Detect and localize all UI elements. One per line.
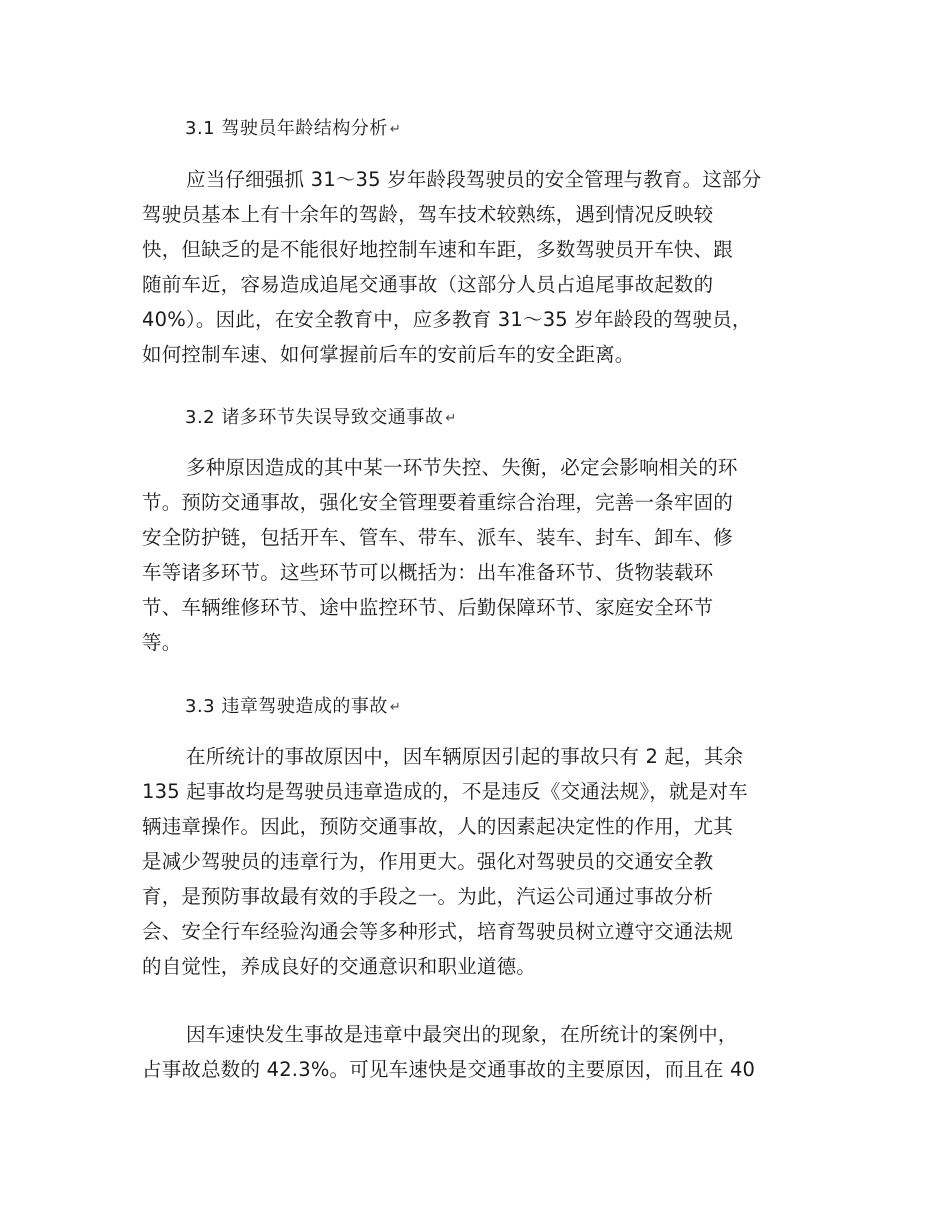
paragraph-line: 节、车辆维修环节、途中监控环节、后勤保障环节、家庭安全环节 xyxy=(142,596,714,619)
section-heading-3-3 xyxy=(185,695,401,719)
paragraph-line: 辆违章操作。因此，预防交通事故，人的因素起决定性的作用，尤其 xyxy=(142,815,734,838)
paragraph-mark-icon: ↵ xyxy=(389,700,402,715)
paragraph-mark-icon: ↵ xyxy=(445,411,457,426)
paragraph-line: 随前车近，容易造成追尾交通事故（这部分人员占追尾事故起数的 xyxy=(142,273,714,296)
paragraph-line: 驾驶员基本上有十余年的驾龄，驾车技术较熟练，遇到情况反映较 xyxy=(142,203,714,226)
section-heading-3-1 xyxy=(185,117,401,141)
section-heading-text: 3.1 驾驶员年龄结构分析 xyxy=(185,118,388,139)
section-heading-text: 3.3 违章驾驶造成的事故 xyxy=(185,696,388,717)
section-heading-3-2 xyxy=(185,406,457,430)
paragraph-line: 是减少驾驶员的违章行为，作用更大。强化对驾驶员的交通安全教 xyxy=(142,850,714,873)
paragraph-line: 等。 xyxy=(142,631,182,654)
paragraph-line: 快，但缺乏的是不能很好地控制车速和车距，多数驾驶员开车快、跟 xyxy=(142,238,734,261)
paragraph-line: 安全防护链，包括开车、管车、带车、派车、装车、封车、卸车、修 xyxy=(142,526,734,549)
paragraph-line: 40%）。因此，在安全教育中，应多教育 31～35 岁年龄段的驾驶员， xyxy=(142,308,752,331)
paragraph-line: 节。预防交通事故，强化安全管理要着重综合治理，完善一条牢固的 xyxy=(142,491,734,514)
paragraph-line: 应当仔细强抓 31～35 岁年龄段驾驶员的安全管理与教育。这部分 xyxy=(186,168,762,191)
paragraph-line: 因车速快发生事故是违章中最突出的现象，在所统计的案例中， xyxy=(186,1023,738,1046)
paragraph-line: 的自觉性，养成良好的交通意识和职业道德。 xyxy=(142,955,537,978)
paragraph-line: 会、安全行车经验沟通会等多种形式，培育驾驶员树立遵守交通法规 xyxy=(142,920,734,943)
paragraph-line: 在所统计的事故原因中，因车辆原因引起的事故只有 2 起，其余 xyxy=(186,745,744,768)
paragraph-line: 育，是预防事故最有效的手段之一。为此，汽运公司通过事故分析 xyxy=(142,885,714,908)
paragraph-line: 车等诸多环节。这些环节可以概括为：出车准备环节、货物装载环 xyxy=(142,561,714,584)
paragraph-line: 135 起事故均是驾驶员违章造成的，不是违反《交通法规》，就是对车 xyxy=(142,780,748,803)
paragraph-line: 多种原因造成的其中某一环节失控、失衡，必定会影响相关的环 xyxy=(186,456,738,479)
paragraph-line: 占事故总数的 42.3%。可见车速快是交通事故的主要原因，而且在 40 xyxy=(142,1058,756,1081)
section-heading-text: 3.2 诸多环节失误导致交通事故 xyxy=(185,407,444,428)
paragraph-line: 如何控制车速、如何掌握前后车的安前后车的安全距离。 xyxy=(142,343,635,366)
paragraph-mark-icon: ↵ xyxy=(389,122,402,137)
